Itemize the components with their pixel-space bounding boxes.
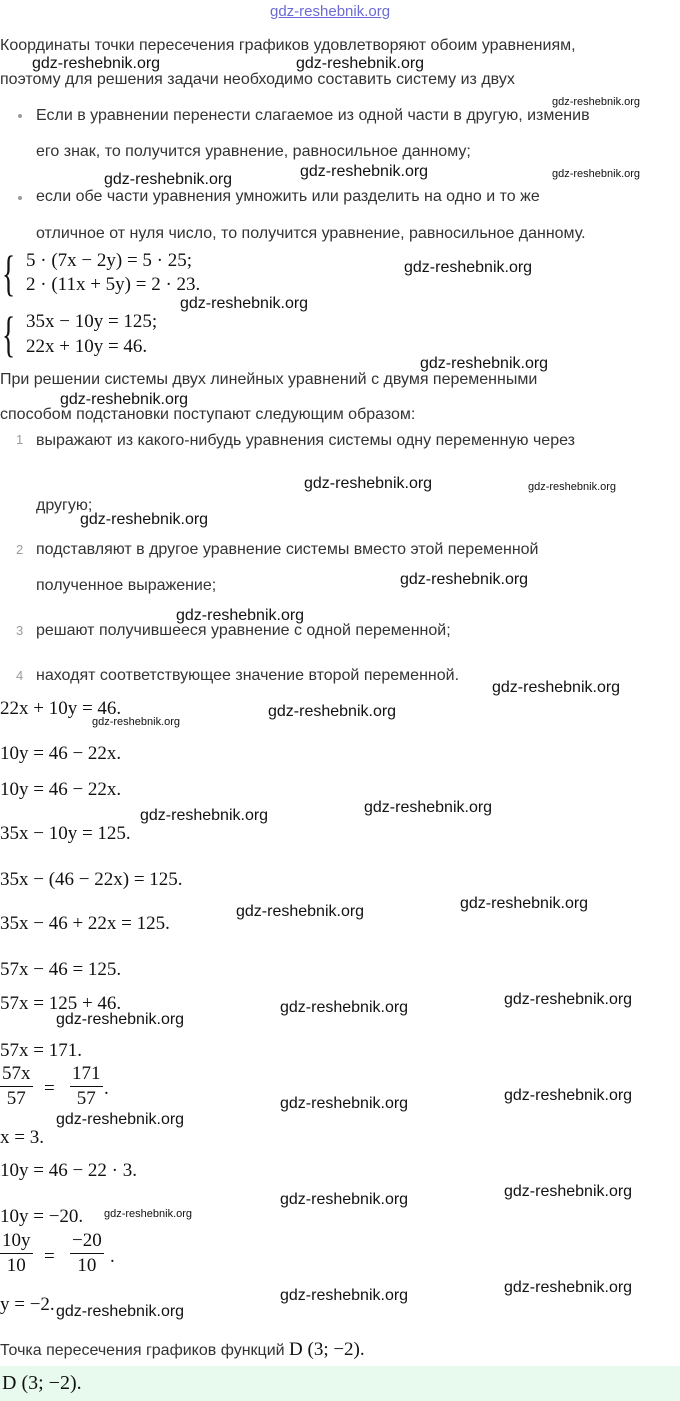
fraction-right bbox=[70, 1230, 104, 1277]
equation-line: 10y = 46 − 22x. bbox=[0, 779, 122, 800]
equation-line: 10y = 46 − 22x. bbox=[0, 743, 122, 764]
watermark: gdz-reshebnik.org bbox=[32, 55, 161, 72]
equation-line: 57x − 46 = 125. bbox=[0, 959, 122, 980]
watermark: gdz-reshebnik.org bbox=[552, 168, 641, 180]
watermark: gdz-reshebnik.org bbox=[140, 807, 269, 824]
watermark: gdz-reshebnik.org bbox=[104, 1208, 193, 1220]
system2-eq1: 35x − 10y = 125; bbox=[26, 311, 158, 332]
watermark: gdz-reshebnik.org bbox=[504, 1183, 633, 1200]
step-number: 3 bbox=[16, 623, 24, 638]
equation-line: 22x + 10y = 46. bbox=[0, 698, 122, 719]
system1-eq1: 5 · (7x − 2y) = 5 · 25; bbox=[26, 250, 193, 271]
fraction-equals: = bbox=[44, 1246, 55, 1267]
watermark: gdz-reshebnik.org bbox=[492, 679, 621, 696]
watermark: gdz-reshebnik.org bbox=[504, 1279, 633, 1296]
equation-line: 35x − 10y = 125. bbox=[0, 823, 131, 844]
bullet-2-line-2: отличное от нуля число, то получится уравнение, равносильное данному. bbox=[36, 225, 586, 242]
equation-line: 35x − (46 − 22x) = 125. bbox=[0, 869, 183, 890]
step-number: 1 bbox=[16, 432, 24, 447]
equation-line: 35x − 46 + 22x = 125. bbox=[0, 913, 170, 934]
fraction-denominator: 57 bbox=[76, 1088, 96, 1109]
equation-line: 57x = 125 + 46. bbox=[0, 993, 122, 1014]
bullet-marker bbox=[18, 196, 22, 200]
fraction-end: . bbox=[104, 1078, 109, 1099]
fraction-left bbox=[0, 1230, 33, 1277]
step-number: 2 bbox=[16, 542, 24, 557]
conclusion-label: Точка пересечения графиков функций bbox=[0, 1342, 285, 1359]
equation-y: y = −2. bbox=[0, 1294, 55, 1315]
bullet-2-line-1: если обе части уравнения умножить или разделить на одно и то же bbox=[36, 188, 540, 205]
fraction-equals: = bbox=[44, 1078, 55, 1099]
fraction-numerator: −20 bbox=[72, 1230, 102, 1251]
bullet-1-line-2: его знак, то получится уравнение, равносильное данному; bbox=[36, 143, 471, 160]
watermark: gdz-reshebnik.org bbox=[364, 799, 493, 816]
fraction-right bbox=[70, 1063, 103, 1110]
watermark: gdz-reshebnik.org bbox=[56, 1303, 185, 1320]
equation-y1: 10y = 46 − 22 · 3. bbox=[0, 1160, 138, 1181]
header-site-link[interactable]: gdz-reshebnik.org bbox=[270, 3, 391, 20]
step-number: 4 bbox=[16, 668, 24, 683]
watermark: gdz-reshebnik.org bbox=[552, 96, 641, 108]
fraction-end: . bbox=[110, 1246, 115, 1267]
watermark: gdz-reshebnik.org bbox=[504, 991, 633, 1008]
step-2-line-2: полученное выражение; bbox=[36, 577, 217, 594]
method-line-2: способом подстановки поступают следующим образом: bbox=[0, 406, 416, 423]
watermark: gdz-reshebnik.org bbox=[176, 607, 305, 624]
watermark: gdz-reshebnik.org bbox=[268, 703, 397, 720]
method-line-1: При решении системы двух линейных уравнений с двумя переменными bbox=[0, 371, 538, 388]
system-brace: { bbox=[2, 245, 16, 301]
system1-eq2: 2 · (11x + 5y) = 2 · 23. bbox=[26, 274, 201, 295]
watermark: gdz-reshebnik.org bbox=[60, 391, 189, 408]
watermark: gdz-reshebnik.org bbox=[280, 1191, 409, 1208]
step-4-line-1: находят соответствующее значение второй переменной. bbox=[36, 667, 460, 684]
answer-box bbox=[0, 1366, 680, 1401]
watermark: gdz-reshebnik.org bbox=[400, 571, 529, 588]
system-brace: { bbox=[2, 306, 16, 362]
watermark: gdz-reshebnik.org bbox=[280, 1287, 409, 1304]
intro-line-1: Координаты точки пересечения графиков удовлетворяют обоим уравнениям, bbox=[0, 37, 576, 54]
fraction-left bbox=[0, 1063, 33, 1110]
watermark: gdz-reshebnik.org bbox=[296, 55, 425, 72]
watermark: gdz-reshebnik.org bbox=[56, 1011, 185, 1028]
conclusion-point: D (3; −2). bbox=[289, 1339, 365, 1360]
fraction-numerator: 10y bbox=[2, 1230, 31, 1251]
watermark: gdz-reshebnik.org bbox=[56, 1111, 185, 1128]
step-3-line-1: решают получившееся уравнение с одной переменной; bbox=[36, 622, 451, 639]
fraction-denominator: 10 bbox=[6, 1255, 26, 1276]
equation-line: 57x = 171. bbox=[0, 1040, 82, 1061]
watermark: gdz-reshebnik.org bbox=[504, 1087, 633, 1104]
watermark: gdz-reshebnik.org bbox=[300, 163, 429, 180]
watermark: gdz-reshebnik.org bbox=[460, 895, 589, 912]
watermark: gdz-reshebnik.org bbox=[180, 295, 309, 312]
watermark: gdz-reshebnik.org bbox=[304, 475, 433, 492]
step-1-line-1: выражают из какого-нибудь уравнения системы одну переменную через bbox=[36, 432, 575, 449]
step-1-line-2: другую; bbox=[36, 497, 93, 514]
bullet-1-line-1: Если в уравнении перенести слагаемое из одной части в другую, изменив bbox=[36, 107, 590, 124]
watermark: gdz-reshebnik.org bbox=[528, 481, 617, 493]
bullet-marker bbox=[18, 114, 22, 118]
fraction-denominator: 57 bbox=[6, 1088, 26, 1109]
watermark: gdz-reshebnik.org bbox=[420, 355, 549, 372]
intro-line-2: поэтому для решения задачи необходимо составить систему из двух bbox=[0, 71, 515, 88]
watermark: gdz-reshebnik.org bbox=[280, 1095, 409, 1112]
fraction-denominator: 10 bbox=[77, 1255, 97, 1276]
conclusion-text bbox=[0, 1340, 365, 1361]
watermark: gdz-reshebnik.org bbox=[80, 511, 209, 528]
watermark: gdz-reshebnik.org bbox=[92, 716, 181, 728]
watermark: gdz-reshebnik.org bbox=[280, 999, 409, 1016]
equation-x: x = 3. bbox=[0, 1127, 44, 1148]
watermark: gdz-reshebnik.org bbox=[404, 259, 533, 276]
system2-eq2: 22x + 10y = 46. bbox=[26, 336, 148, 357]
watermark: gdz-reshebnik.org bbox=[104, 171, 233, 188]
step-2-line-1: подставляют в другое уравнение системы вместо этой переменной bbox=[36, 541, 539, 558]
fraction-numerator: 57x bbox=[2, 1063, 31, 1084]
answer-point: D (3; −2). bbox=[2, 1372, 82, 1394]
watermark: gdz-reshebnik.org bbox=[236, 903, 365, 920]
equation-y2: 10y = −20. bbox=[0, 1206, 84, 1227]
fraction-numerator: 171 bbox=[72, 1063, 101, 1084]
